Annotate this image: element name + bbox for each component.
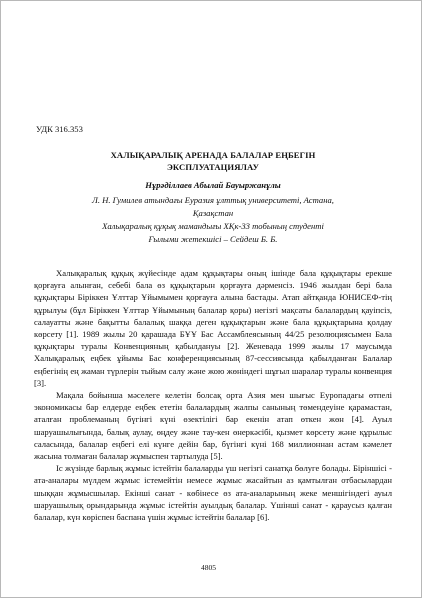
- body-text: [34, 267, 392, 523]
- affiliation-line: Қазақстан: [192, 208, 234, 218]
- udc-code: УДК 316.353: [36, 124, 83, 134]
- affiliation-line: Ғылыми жетекшісі – Сейдеш Б. Б.: [148, 234, 278, 244]
- paragraph: Іс жүзінде барлық жұмыс істейтін балаларды үш негізгі санатқа бөлуге болады. Біріншісі - ата-аналары мүлдем жұмыс істемейтін немесе жұмыс жасайтын аз қамтылған отбасылардан шыққан жұмысшылар. Екінші санат - көбінесе өз ата-аналарының жеке меншігіндегі ауыл шаруашылық орындарында жұмыс істейтін ауылдық балалар. Үшінші санат - қараусыз қалған балалар, күн көріспен баспана үшін жұмыс істейтін балалар [6].: [34, 463, 392, 523]
- author-name: Нұрәділлаев Абылай Бауыржанұлы: [145, 180, 281, 190]
- paragraph: Мақала бойынша мәселеге келетін болсақ орта Азия мен шығыс Еуропадағы өтпелі экономикасы бар елдерде еңбек ететін балалардың жалпы санының төмендеуіне қарамастан, аталған проблеманың бүгінгі күні өзектілігі бар екенін атап өткен жөн [4]. Ауыл шаруашылығында, балық аулау, өңдеу және тау-кен өнеркәсібі, қызмет көрсету және құрылыс саласында, балалар еңбегі елі күнге дейін бар, бүгінгі күні 168 миллионнан астам кәмелет жасына толмаған балалар жұмыспен тартылуда [5].: [34, 390, 392, 462]
- paper-title: [41, 149, 385, 173]
- affiliation-line: Халықаралық құқық мамандығы ХҚк-33 тобының студенті: [102, 221, 324, 231]
- title-line: ХАЛЫҚАРАЛЫҚ АРЕНАДА БАЛАЛАР ЕҢБЕГІН: [110, 150, 316, 160]
- page-number: 4805: [201, 563, 216, 572]
- title-line: ЭКСПЛУАТАЦИЯЛАУ: [166, 162, 259, 172]
- paragraph: Халықаралық құқық жүйесінде адам құқықтары оның ішінде бала құқықтары ерекше қорғауға алынған, себебі бала өз құқықтарын қорғауға дәрменсіз. 1946 жылдан бері бала құқықтары Біріккен Ұлттар Ұйымымен қорғауға алына бастады. Атап айтқанда ЮНИСЕФ-тің құрылуы (бұл Біріккен Ұлттар Ұйымының балалар қоры) негізгі мақсаты балалардың қауіпсіз, салауатты және бақытты балалық шаққа деген құқықтарын және бала құқықтарына қолдау көрсету [1]. 1989 жылы 20 қарашада БҰҰ Бас Ассамблеясының 44/25 резолюциясымен Бала құқықтары туралы Конвенцияның қабылдануы [2]. Женевада 1999 жылы 17 маусымда Халықаралық еңбек ұйымы Бас конференциясының 87-сессиясында қабылданған Балалар еңбегінің ең жаман түрлерін тыйым салу және жою жөніндегі шұғыл шаралар туралы конвенция [3].: [34, 268, 392, 388]
- affiliation-line: Л. Н. Гумилев атындағы Еуразия ұлттық университеті, Астана,: [92, 195, 334, 205]
- affiliation-block: [41, 194, 385, 246]
